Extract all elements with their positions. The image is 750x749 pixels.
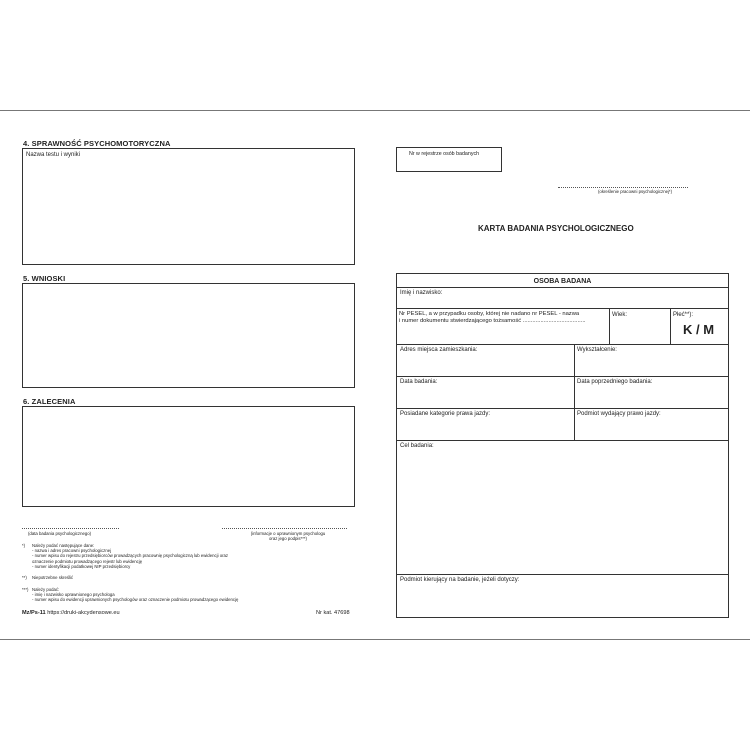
sex-label: Płeć**): [673, 312, 694, 318]
name-label: Imię i nazwisko: [400, 290, 443, 296]
lab-line [558, 187, 688, 188]
person-table [396, 273, 729, 618]
footnote-3-mark: ***) [22, 587, 29, 592]
purpose-label: Cel badania: [400, 443, 434, 449]
section-4-title: 4. SPRAWNOŚĆ PSYCHOMOTORYCZNA [23, 139, 171, 148]
section-6-title: 6. ZALECENIA [23, 397, 76, 406]
sex-value[interactable]: K / M [683, 322, 715, 337]
footnote-2-mark: **) [22, 575, 27, 580]
person-header: OSOBA BADANA [533, 278, 592, 285]
form-title: KARTA BADANIA PSYCHOLOGICZNEGO [478, 224, 634, 233]
recommendations-field[interactable] [22, 406, 355, 507]
license-categories-label: Posiadane kategorie prawa jazdy: [400, 411, 491, 417]
form-sheet [0, 110, 750, 640]
publisher-url: https://druki-akcydensowe.eu [47, 610, 120, 616]
footnote-3-text: Należy podać: - imię i nazwisko uprawnionego psychologa - numer wpisu do ewidencji uprawnionych psychologów oraz oznaczenie podmiotu prowadzącego ewidencję [32, 587, 239, 603]
footnote-1-mark: *) [22, 543, 26, 548]
license-issuer-label: Podmiot wydający prawo jazdy: [577, 411, 661, 417]
age-label: Wiek: [612, 312, 627, 318]
psychomotor-field[interactable] [22, 148, 355, 265]
address-label: Adres miejsca zamieszkania: [400, 347, 478, 353]
footnote-2-text: Niepotrzebne skreślić [32, 575, 74, 580]
conclusions-field[interactable] [22, 283, 355, 388]
catalog-number: Nr kat. 47698 [316, 610, 350, 616]
psychomotor-field-label: Nazwa testu i wyniki [26, 152, 81, 158]
registry-number-field[interactable] [396, 147, 502, 172]
psychologist-signature-caption: (informacje o uprawnionym psychologu oraz jego podpis***) [250, 531, 326, 542]
pesel-label: Nr PESEL, a w przypadku osoby, której nie nadano nr PESEL - nazwa i numer dokumentu stwierdzającego tożsamość ....................................... [399, 311, 586, 324]
section-5-title: 5. WNIOSKI [23, 274, 66, 283]
footnote-1-text: Należy podać następujące dane: - nazwa i adres pracowni psychologicznej - numer wpisu do rejestru przedsiębiorców prowadzących pracownię psychologiczną lub ewidencji oraz oznaczenie podmiotu prowadzącego rejestr lub ewidencję - numer identyfikacji podatkowej NIP przedsiębiorcy [32, 543, 229, 569]
previous-exam-date-label: Data poprzedniego badania: [577, 379, 653, 385]
registry-number-label: Nr w rejestrze osób badanych [409, 151, 480, 157]
date-signature-line [22, 528, 119, 529]
footer-left [22, 610, 120, 616]
lab-caption: (określenie pracowni psychologicznej*) [598, 189, 673, 194]
form-code: Mz/Ps-11 [22, 610, 46, 616]
exam-date-label: Data badania: [400, 379, 438, 385]
referrer-label: Podmiot kierujący na badanie, jeżeli dotyczy: [400, 577, 520, 583]
psychologist-signature-line [222, 528, 347, 529]
date-signature-caption: (data badania psychologicznego) [28, 531, 92, 536]
education-label: Wykształcenie: [577, 347, 617, 353]
